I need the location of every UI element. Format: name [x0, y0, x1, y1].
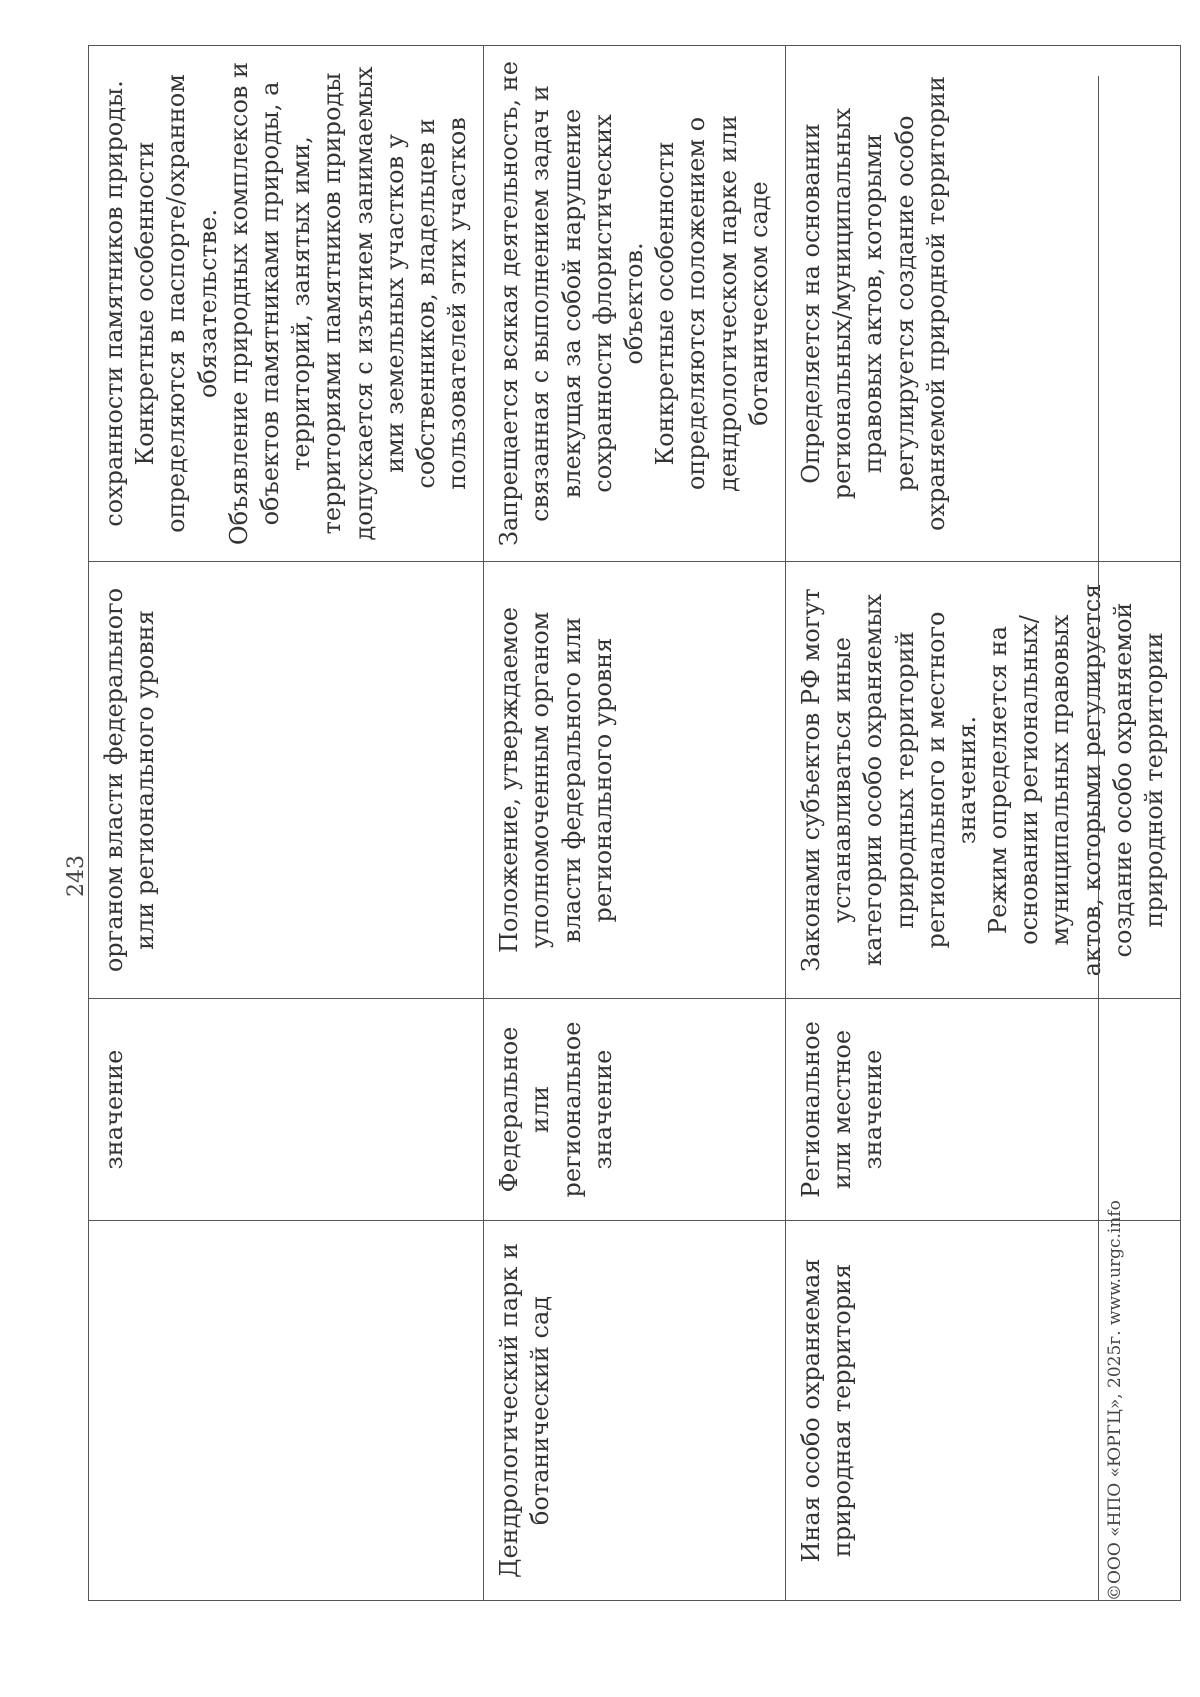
approval-line: Режим определяется на основании региональных/муниципальных правовых актов, которыми регулируется создание особо охраняемой природной территории — [984, 583, 1168, 977]
cell-regime — [484, 46, 786, 562]
cell-significance: Региональное или местное значение — [785, 999, 1180, 1221]
regime-line: Определяется на основании региональных/муниципальных правовых актов, которыми регулируется создание особо охраняемой природной территории — [796, 75, 950, 532]
cell-approval: Положение, утверждаемое уполномоченным органом власти федерального или регионального уровня — [484, 562, 786, 999]
cell-regime — [89, 46, 484, 562]
cell-name: Иная особо охраняемая природная территория — [785, 1221, 1180, 1601]
regime-line: Конкретные особенности определяются положением о дендрологическом парке или ботаническом саде — [651, 115, 773, 492]
table-row — [89, 46, 484, 1601]
cell-significance: значение — [89, 999, 484, 1221]
page-number: 243 — [64, 855, 89, 897]
regime-line: Запрещается всякая деятельность, не связанная с выполнением задач и влекущая за собой нарушение сохранности флористических объектов. — [495, 61, 648, 546]
approval-line: Законами субъектов РФ могут устанавливаться иные категории особо охраняемых природных территорий регионального и местного значения. — [796, 588, 981, 972]
regime-line: Конкретные особенности определяются в паспорте/охранном обязательстве. — [131, 74, 222, 533]
protected-areas-table — [88, 45, 1181, 1601]
regime-line: Объявление природных комплексов и объектов памятниками природы, а территорий, занятых ими, территориями памятников природы допускается с изъятием занимаемых ими земельных участков у собственников, владельцев и пользователей этих участков — [224, 61, 472, 546]
cell-approval: органом власти федерального или регионального уровня — [89, 562, 484, 999]
cell-significance: Федеральное или региональное значение — [484, 999, 786, 1221]
regime-line: сохранности памятников природы. — [100, 80, 128, 527]
table-row — [484, 46, 786, 1601]
cell-name: Дендрологический парк и ботанический сад — [484, 1221, 786, 1601]
cell-name — [89, 1221, 484, 1601]
footer-copyright: ©ООО «НПО «ЮРГЦ», 2025г. www.urgc.info — [1098, 76, 1125, 1601]
